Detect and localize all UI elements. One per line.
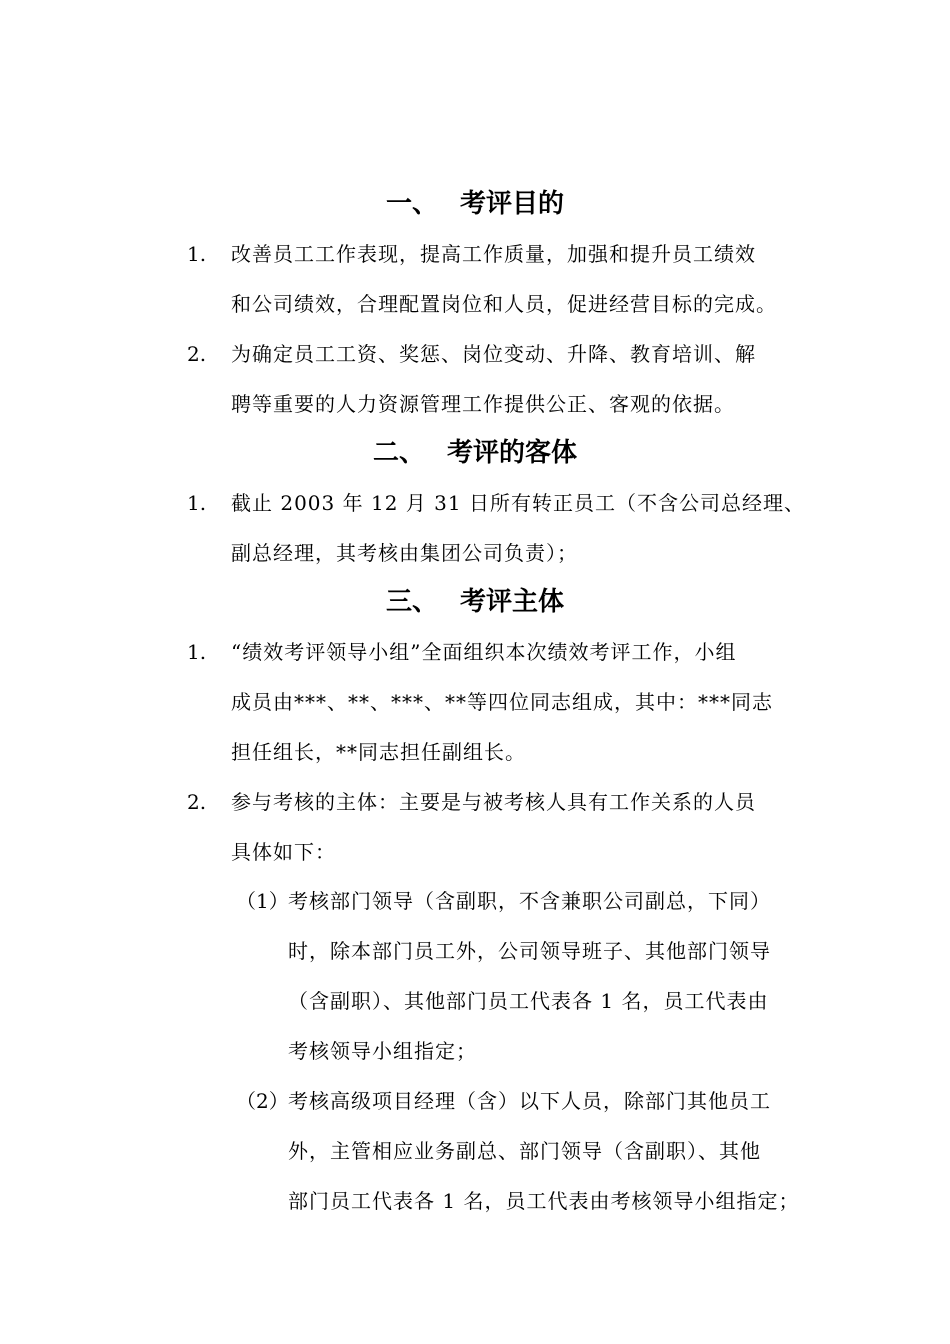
section-number: 一、 — [385, 189, 438, 219]
section-number: 三、 — [385, 587, 438, 617]
text-line: 考核部门领导（含副职，不含兼职公司副总，下同） — [288, 889, 771, 913]
list-item-text — [231, 478, 807, 578]
sub-list-marker: （1） — [236, 889, 289, 913]
list-marker: 1. — [187, 640, 207, 664]
section-title: 考评的客体 — [447, 438, 578, 468]
text-line: “绩效考评领导小组”全面组织本次绩效考评工作，小组 — [231, 640, 737, 664]
sub-list-item-text — [288, 1076, 808, 1226]
text-line: 为确定员工工资、奖惩、岗位变动、升降、教育培训、解 — [231, 342, 756, 366]
list-item-text — [231, 627, 807, 777]
text-line: （含副职）、其他部门员工代表各 1 名，员工代表由 — [288, 989, 769, 1013]
text-line: 参与考核的主体：主要是与被考核人具有工作关系的人员 — [231, 790, 756, 814]
section-title: 考评主体 — [460, 587, 565, 617]
text-line: 外，主管相应业务副总、部门领导（含副职）、其他 — [288, 1139, 761, 1163]
sub-list-item-text — [288, 876, 808, 1076]
section-number: 二、 — [372, 438, 425, 468]
text-line: 改善员工工作表现，提高工作质量，加强和提升员工绩效 — [231, 242, 756, 266]
list-item-text — [231, 777, 807, 877]
section-heading-2 — [0, 435, 950, 471]
text-line: 部门员工代表各 1 名，员工代表由考核领导小组指定； — [288, 1189, 800, 1213]
list-item-text — [231, 229, 807, 329]
list-marker: 1. — [187, 242, 207, 266]
section-heading-1 — [0, 186, 950, 222]
text-line: 聘等重要的人力资源管理工作提供公正、客观的依据。 — [231, 392, 735, 416]
text-line: 截止 2003 年 12 月 31 日所有转正员工（不含公司总经理、 — [231, 491, 805, 515]
text-line: 成员由***、**、***、**等四位同志组成，其中：***同志 — [231, 690, 773, 714]
list-marker: 2. — [187, 342, 207, 366]
text-line: 担任组长，**同志担任副组长。 — [231, 740, 526, 764]
text-line: 考核领导小组指定； — [288, 1039, 477, 1063]
list-item-text — [231, 329, 807, 429]
section-heading-3 — [0, 584, 950, 620]
section-title: 考评目的 — [460, 189, 565, 219]
text-line: 考核高级项目经理（含）以下人员，除部门其他员工 — [288, 1089, 771, 1113]
list-marker: 2. — [187, 790, 207, 814]
text-line: 具体如下： — [231, 840, 336, 864]
text-line: 和公司绩效，合理配置岗位和人员，促进经营目标的完成。 — [231, 292, 777, 316]
text-line: 副总经理，其考核由集团公司负责）； — [231, 541, 578, 565]
sub-list-marker: （2） — [236, 1089, 289, 1113]
text-line: 时，除本部门员工外，公司领导班子、其他部门领导 — [288, 939, 771, 963]
list-marker: 1. — [187, 491, 207, 515]
